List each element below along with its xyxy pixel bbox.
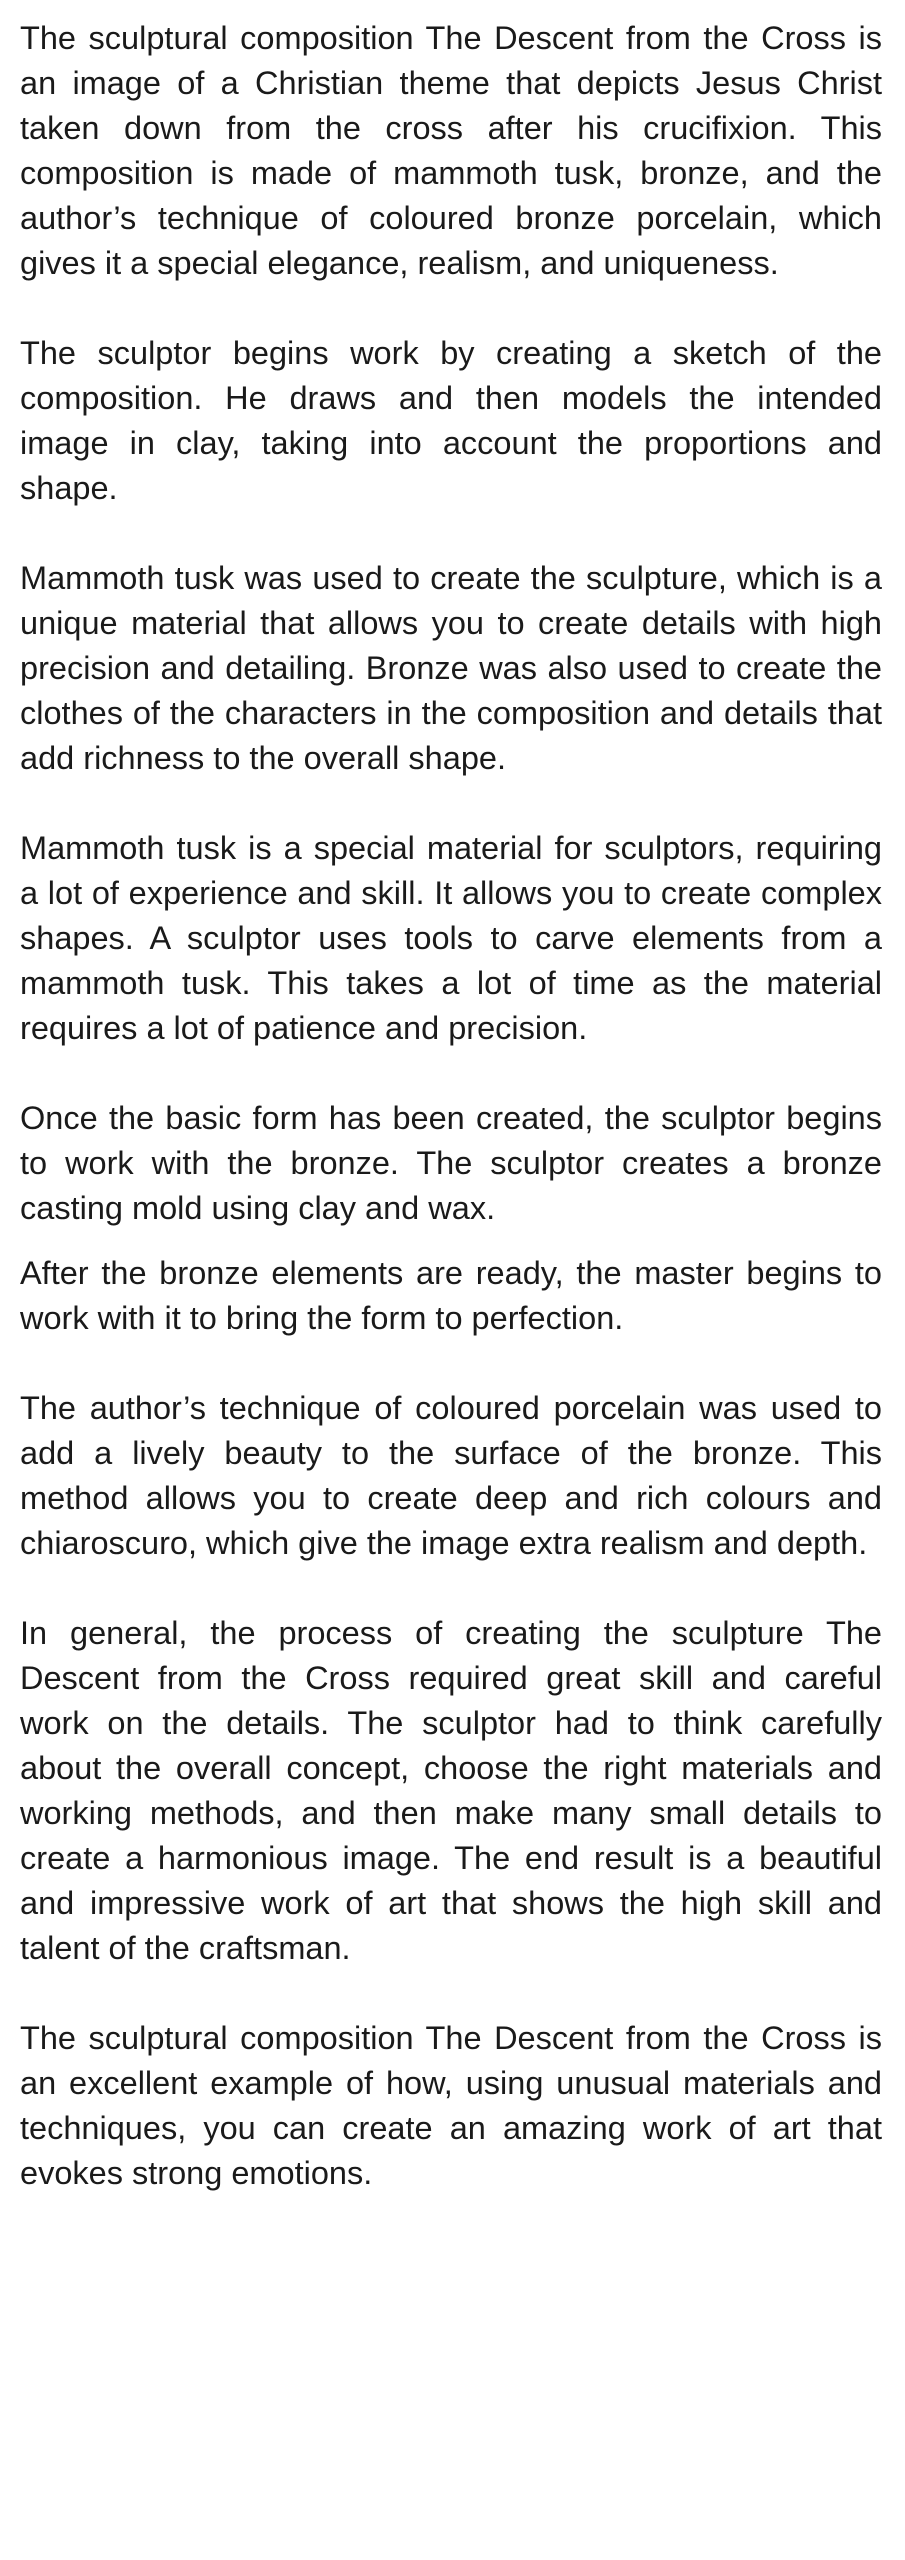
paragraph-bronze-casting: Once the basic form has been created, the sculptor begins to work with the bronze. The sculptor creates a bronze casting mold using clay and wax. [20, 1100, 882, 1226]
paragraph-conclusion: The sculptural composition The Descent from the Cross is an excellent example of how, using unusual materials and techniques, you can create an amazing work of art that evokes strong emotions. [20, 2020, 882, 2191]
paragraph-summary: In general, the process of creating the sculpture The Descent from the Cross required great skill and careful work on the details. The sculptor had to think carefully about the overall concept, choose the right materials and working methods, and then make many small details to create a harmonious image. The end result is a beautiful and impressive work of art that shows the high skill and talent of the craftsman. [20, 1615, 882, 1966]
paragraph-bronze-finishing: After the bronze elements are ready, the master begins to work with it to bring the form to perfection. [20, 1255, 882, 1336]
paragraph-intro: The sculptural composition The Descent from the Cross is an image of a Christian theme that depicts Jesus Christ taken down from the cross after his crucifixion. This composition is made of mammoth tusk, bronze, and the author’s technique of coloured bronze porcelain, which gives it a special elegance, realism, and uniqueness. [20, 20, 882, 281]
paragraph-sketch: The sculptor begins work by creating a sketch of the composition. He draws and then models the intended image in clay, taking into account the proportions and shape. [20, 335, 882, 506]
paragraph-materials: Mammoth tusk was used to create the sculpture, which is a unique material that allows you to create details with high precision and detailing. Bronze was also used to create the clothes of the characters in the composition and details that add richness to the overall shape. [20, 560, 882, 776]
article-body [20, 16, 882, 2241]
paragraph-mammoth-tusk: Mammoth tusk is a special material for sculptors, requiring a lot of experience and skill. It allows you to create complex shapes. A sculptor uses tools to carve elements from a mammoth tusk. This takes a lot of time as the material requires a lot of patience and precision. [20, 830, 882, 1046]
paragraph-porcelain: The author’s technique of coloured porcelain was used to add a lively beauty to the surface of the bronze. This method allows you to create deep and rich colours and chiaroscuro, which give the image extra realism and depth. [20, 1390, 882, 1561]
